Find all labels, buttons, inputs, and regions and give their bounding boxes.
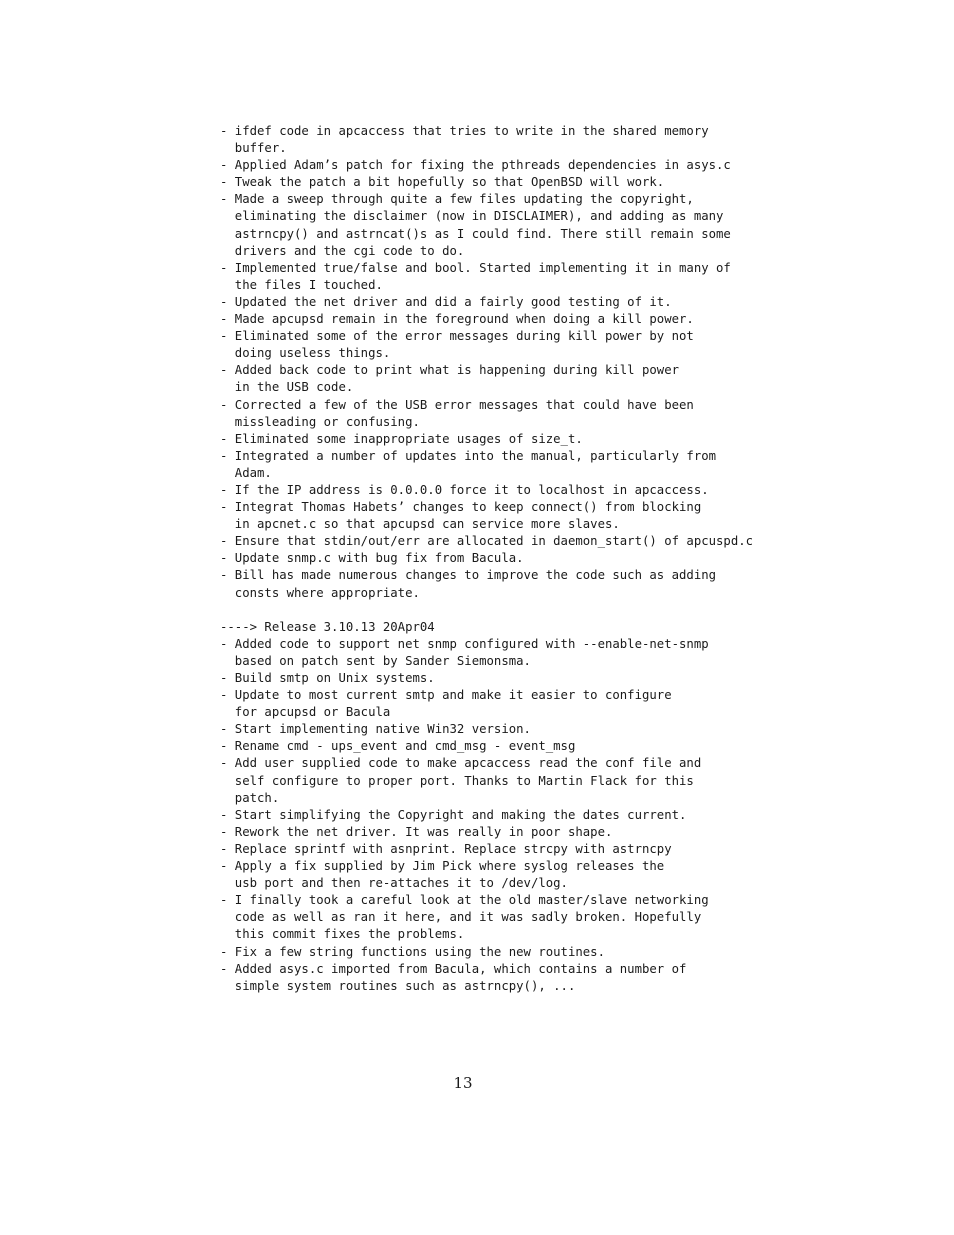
changelog-line: - Made apcupsd remain in the foreground when doing a kill power. (220, 312, 694, 327)
changelog-line: - Corrected a few of the USB error messages that could have been (220, 397, 694, 412)
changelog-line: in apcnet.c so that apcupsd can service more slaves. (220, 517, 620, 532)
changelog-line: - Ensure that stdin/out/err are allocated in daemon_start() of apcuspd.c (220, 534, 754, 549)
changelog-line: simple system routines such as astrncpy(), ... (220, 978, 576, 993)
changelog-line: - Tweak the patch a bit hopefully so that OpenBSD will work. (220, 175, 665, 190)
changelog-line: - Start implementing native Win32 version. (220, 722, 531, 737)
changelog-line: drivers and the cgi code to do. (220, 243, 465, 258)
changelog-line: - Integrated a number of updates into the manual, particularly from (220, 448, 717, 463)
changelog-line: this commit fixes the problems. (220, 927, 465, 942)
changelog-line: the files I touched. (220, 277, 383, 292)
changelog-line: - Apply a fix supplied by Jim Pick where syslog releases the (220, 859, 665, 874)
changelog-line: - Made a sweep through quite a few files updating the copyright, (220, 192, 694, 207)
changelog-line: - Rename cmd - ups_event and cmd_msg - event_msg (220, 739, 576, 754)
page-number: 13 (453, 1074, 473, 1092)
changelog-line: - I finally took a careful look at the old master/slave networking (220, 893, 709, 908)
changelog-line: - Eliminated some inappropriate usages of size_t. (220, 431, 583, 446)
changelog-line: - Build smtp on Unix systems. (220, 671, 435, 685)
changelog-line: - Added code to support net snmp configured with --enable-net-snmp (220, 636, 709, 651)
changelog-line: astrncpy() and astrncat()s as I could find. There still remain some (220, 226, 731, 241)
changelog-line: - Rework the net driver. It was really in poor shape. (220, 824, 613, 839)
changelog-line: - Fix a few string functions using the new routines. (220, 944, 605, 959)
changelog-line: - Integrat Thomas Habets’ changes to keep connect() from blocking (220, 500, 702, 515)
changelog-line: - Replace sprintf with asnprint. Replace strcpy with astrncpy (220, 841, 672, 856)
changelog-line: buffer. (220, 141, 287, 156)
changelog-line: - Eliminated some of the error messages during kill power by not (220, 329, 694, 344)
changelog-line: - Added asys.c imported from Bacula, which contains a number of (220, 961, 687, 976)
changelog-line: - Implemented true/false and bool. Started implementing it in many of (220, 260, 731, 275)
changelog-line: - Start simplifying the Copyright and making the dates current. (220, 807, 687, 822)
changelog-line: - Bill has made numerous changes to improve the code such as adding (220, 568, 717, 583)
changelog-line: - Applied Adam’s patch for fixing the pthreads dependencies in asys.c (220, 158, 731, 173)
changelog-line: consts where appropriate. (220, 585, 420, 600)
changelog-line: - Add user supplied code to make apcaccess read the conf file and (220, 756, 702, 771)
changelog-line: in the USB code. (220, 380, 354, 395)
changelog-line: self configure to proper port. Thanks to Martin Flack for this (220, 773, 694, 788)
changelog-line: doing useless things. (220, 346, 391, 361)
changelog-text-block (220, 123, 940, 995)
changelog-line: - Updated the net driver and did a fairly good testing of it. (220, 294, 672, 309)
changelog-line: eliminating the disclaimer (now in DISCLAIMER), and adding as many (220, 209, 724, 224)
release-heading: ----> Release 3.10.13 20Apr04 (220, 619, 435, 634)
changelog-line: missleading or confusing. (220, 414, 420, 429)
changelog-line: - If the IP address is 0.0.0.0 force it to localhost in apcaccess. (220, 482, 709, 497)
changelog-line: - Update snmp.c with bug fix from Bacula. (220, 551, 524, 566)
changelog-line: - ifdef code in apcaccess that tries to write in the shared memory (220, 124, 709, 138)
changelog-line: usb port and then re-attaches it to /dev/log. (220, 876, 568, 891)
changelog-line: - Added back code to print what is happening during kill power (220, 363, 680, 378)
changelog-line: patch. (220, 790, 280, 805)
changelog-line: code as well as ran it here, and it was sadly broken. Hopefully (220, 910, 702, 925)
changelog-line: - Update to most current smtp and make it easier to configure (220, 688, 672, 703)
changelog-line (220, 602, 940, 619)
changelog-line: for apcupsd or Bacula (220, 705, 391, 720)
changelog-line: Adam. (220, 465, 272, 480)
changelog-line: based on patch sent by Sander Siemonsma. (220, 653, 531, 668)
